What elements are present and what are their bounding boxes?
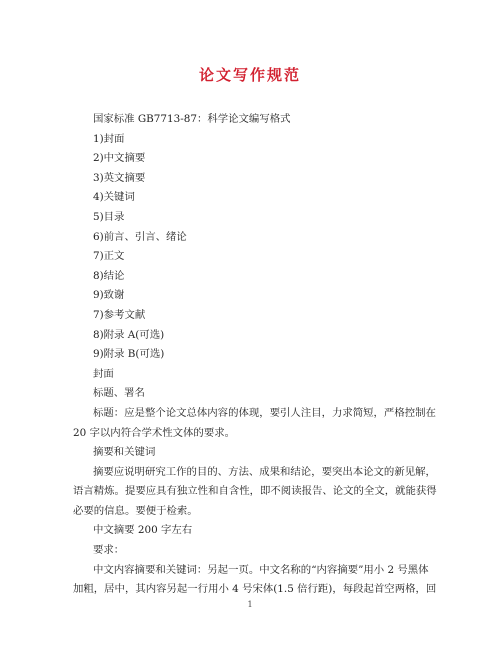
text-line: 加粗，居中，其内容另起一行用小 4 号宋体(1.5 倍行距)，每段起首空两格，回 xyxy=(73,583,437,596)
text-line: 8)结论 xyxy=(93,269,125,282)
text-line: 9)致谢 xyxy=(93,289,125,302)
text-line: 9)附录 B(可选) xyxy=(93,348,165,361)
document-title: 论文写作规范 xyxy=(198,66,301,84)
text-line: 标题、署名 xyxy=(93,387,145,400)
text-line: 2)中文摘要 xyxy=(93,152,146,165)
text-line: 摘要和关键词 xyxy=(93,446,156,459)
text-line: 标题：应是整个论文总体内容的体现，要引人注目，力求简短，严格控制在 xyxy=(93,406,436,419)
text-line: 7)正文 xyxy=(93,250,125,263)
text-line: 7)参考文献 xyxy=(93,308,146,321)
text-line: 封面 xyxy=(93,367,114,380)
text-line: 20 字以内符合学术性文体的要求。 xyxy=(73,426,235,439)
document-body xyxy=(73,110,437,600)
text-line: 8)附录 A(可选) xyxy=(93,328,165,341)
page-number: 1 xyxy=(247,600,253,609)
text-line: 3)英文摘要 xyxy=(93,171,146,184)
text-line: 中文内容摘要和关键词：另起一页。中文名称的“内容摘要”用小 2 号黑体 xyxy=(93,563,429,576)
text-line: 5)目录 xyxy=(93,210,125,223)
text-line: 摘要应说明研究工作的目的、方法、成果和结论，要突出本论文的新见解， xyxy=(93,465,436,478)
text-line: 国家标准 GB7713-87：科学论文编写格式 xyxy=(93,113,291,125)
text-line: 中文摘要 200 字左右 xyxy=(93,524,193,537)
text-line: 6)前言、引言、绪论 xyxy=(93,230,187,243)
text-line: 1)封面 xyxy=(93,132,125,145)
text-line: 要求： xyxy=(93,544,125,557)
text-line: 必要的信息。要便于检索。 xyxy=(73,504,198,517)
text-line: 语言精炼。提要应具有独立性和自含性，即不阅读报告、论文的全文，就能获得 xyxy=(73,485,437,498)
text-line: 4)关键词 xyxy=(93,191,135,204)
